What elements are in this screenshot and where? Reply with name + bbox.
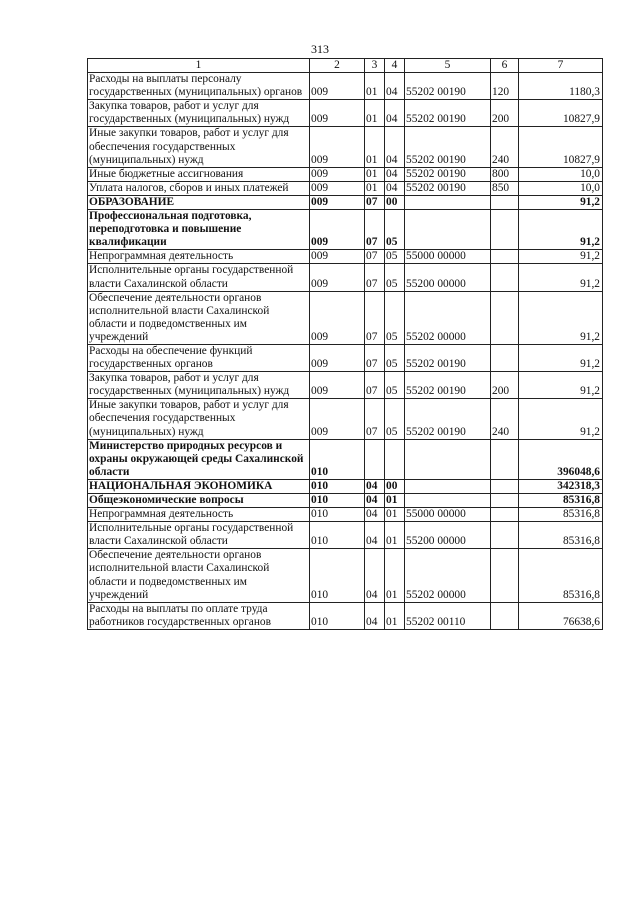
expense-type-cell: 240 (491, 399, 519, 439)
table-row (88, 167, 603, 181)
section-code-cell: 04 (365, 494, 385, 508)
expense-type-cell (491, 508, 519, 522)
ministry-code-cell: 010 (310, 494, 365, 508)
expense-type-cell: 800 (491, 167, 519, 181)
table-row (88, 73, 603, 100)
amount-cell: 85316,8 (519, 549, 603, 602)
target-article-cell: 55202 00110 (405, 602, 491, 629)
section-code-cell: 07 (365, 210, 385, 250)
subsection-code-cell: 04 (385, 127, 405, 167)
table-row (88, 494, 603, 508)
amount-cell: 85316,8 (519, 508, 603, 522)
ministry-code-cell: 009 (310, 127, 365, 167)
table-row (88, 602, 603, 629)
row-name-cell: Обеспечение деятельности органов исполнительной власти Сахалинской области и подведомственных им учреждений (88, 291, 310, 344)
amount-cell: 10,0 (519, 167, 603, 181)
target-article-cell: 55202 00190 (405, 399, 491, 439)
subsection-code-cell: 05 (385, 250, 405, 264)
page-number: 313 (311, 42, 329, 56)
section-code-cell: 04 (365, 549, 385, 602)
expense-type-cell (491, 522, 519, 549)
ministry-code-cell: 009 (310, 399, 365, 439)
target-article-cell: 55200 00000 (405, 264, 491, 291)
row-name-cell: Исполнительные органы государственной власти Сахалинской области (88, 264, 310, 291)
row-name-cell: Министерство природных ресурсов и охраны окружающей среды Сахалинской области (88, 439, 310, 479)
ministry-code-cell: 010 (310, 479, 365, 493)
amount-cell: 91,2 (519, 399, 603, 439)
column-number-row (88, 59, 603, 73)
ministry-code-cell: 009 (310, 210, 365, 250)
amount-cell: 10827,9 (519, 100, 603, 127)
subsection-code-cell: 00 (385, 479, 405, 493)
section-code-cell: 01 (365, 127, 385, 167)
amount-cell: 91,2 (519, 291, 603, 344)
section-code-cell: 01 (365, 100, 385, 127)
ministry-code-cell: 009 (310, 372, 365, 399)
expense-type-cell (491, 264, 519, 291)
subsection-code-cell: 04 (385, 100, 405, 127)
ministry-code-cell: 009 (310, 73, 365, 100)
table-row (88, 479, 603, 493)
amount-cell: 10,0 (519, 181, 603, 195)
column-header: 2 (310, 59, 365, 73)
subsection-code-cell: 01 (385, 508, 405, 522)
table-row (88, 508, 603, 522)
row-name-cell: Уплата налогов, сборов и иных платежей (88, 181, 310, 195)
table-row (88, 100, 603, 127)
expense-type-cell: 200 (491, 372, 519, 399)
row-name-cell: Исполнительные органы государственной власти Сахалинской области (88, 522, 310, 549)
column-header: 6 (491, 59, 519, 73)
row-name-cell: Профессиональная подготовка, переподготовка и повышение квалификации (88, 210, 310, 250)
target-article-cell: 55202 00190 (405, 167, 491, 181)
section-code-cell: 04 (365, 479, 385, 493)
ministry-code-cell: 009 (310, 195, 365, 209)
table-row (88, 372, 603, 399)
expense-type-cell (491, 291, 519, 344)
subsection-code-cell: 00 (385, 195, 405, 209)
budget-table-body (88, 59, 603, 630)
column-header: 3 (365, 59, 385, 73)
expense-type-cell: 240 (491, 127, 519, 167)
table-row (88, 549, 603, 602)
section-code-cell (365, 439, 385, 479)
row-name-cell: Непрограммная деятельность (88, 250, 310, 264)
target-article-cell: 55000 00000 (405, 250, 491, 264)
table-row (88, 344, 603, 371)
amount-cell: 10827,9 (519, 127, 603, 167)
target-article-cell: 55000 00000 (405, 508, 491, 522)
amount-cell: 91,2 (519, 250, 603, 264)
section-code-cell: 07 (365, 195, 385, 209)
subsection-code-cell: 05 (385, 372, 405, 399)
section-code-cell: 07 (365, 250, 385, 264)
ministry-code-cell: 010 (310, 439, 365, 479)
target-article-cell: 55202 00000 (405, 291, 491, 344)
subsection-code-cell: 01 (385, 494, 405, 508)
amount-cell: 91,2 (519, 195, 603, 209)
table-row (88, 399, 603, 439)
ministry-code-cell: 009 (310, 167, 365, 181)
table-row (88, 210, 603, 250)
section-code-cell: 04 (365, 602, 385, 629)
target-article-cell: 55202 00190 (405, 127, 491, 167)
subsection-code-cell: 05 (385, 291, 405, 344)
expense-type-cell (491, 439, 519, 479)
section-code-cell: 01 (365, 167, 385, 181)
target-article-cell (405, 439, 491, 479)
column-header: 4 (385, 59, 405, 73)
subsection-code-cell: 05 (385, 210, 405, 250)
expense-type-cell: 850 (491, 181, 519, 195)
row-name-cell: ОБРАЗОВАНИЕ (88, 195, 310, 209)
target-article-cell: 55202 00190 (405, 344, 491, 371)
expense-type-cell (491, 344, 519, 371)
expense-type-cell (491, 602, 519, 629)
section-code-cell: 07 (365, 344, 385, 371)
ministry-code-cell: 009 (310, 250, 365, 264)
amount-cell: 91,2 (519, 210, 603, 250)
row-name-cell: Обеспечение деятельности органов исполнительной власти Сахалинской области и подведомственных им учреждений (88, 549, 310, 602)
target-article-cell (405, 494, 491, 508)
amount-cell: 91,2 (519, 344, 603, 371)
table-row (88, 250, 603, 264)
ministry-code-cell: 010 (310, 508, 365, 522)
subsection-code-cell (385, 439, 405, 479)
expense-type-cell (491, 210, 519, 250)
subsection-code-cell: 04 (385, 73, 405, 100)
table-row (88, 522, 603, 549)
section-code-cell: 04 (365, 508, 385, 522)
target-article-cell (405, 210, 491, 250)
table-row (88, 181, 603, 195)
amount-cell: 91,2 (519, 264, 603, 291)
ministry-code-cell: 010 (310, 522, 365, 549)
target-article-cell (405, 195, 491, 209)
row-name-cell: Непрограммная деятельность (88, 508, 310, 522)
row-name-cell: НАЦИОНАЛЬНАЯ ЭКОНОМИКА (88, 479, 310, 493)
row-name-cell: Закупка товаров, работ и услуг для государственных (муниципальных) нужд (88, 372, 310, 399)
table-row (88, 195, 603, 209)
subsection-code-cell: 05 (385, 344, 405, 371)
subsection-code-cell: 01 (385, 549, 405, 602)
ministry-code-cell: 009 (310, 100, 365, 127)
ministry-code-cell: 009 (310, 344, 365, 371)
row-name-cell: Иные закупки товаров, работ и услуг для обеспечения государственных (муниципальных) нужд (88, 127, 310, 167)
expense-type-cell (491, 494, 519, 508)
expense-type-cell: 120 (491, 73, 519, 100)
subsection-code-cell: 01 (385, 522, 405, 549)
section-code-cell: 01 (365, 73, 385, 100)
target-article-cell: 55200 00000 (405, 522, 491, 549)
table-row (88, 291, 603, 344)
expense-type-cell: 200 (491, 100, 519, 127)
amount-cell: 76638,6 (519, 602, 603, 629)
section-code-cell: 07 (365, 291, 385, 344)
row-name-cell: Иные бюджетные ассигнования (88, 167, 310, 181)
row-name-cell: Общеэкономические вопросы (88, 494, 310, 508)
target-article-cell: 55202 00000 (405, 549, 491, 602)
row-name-cell: Расходы на выплаты по оплате труда работников государственных органов (88, 602, 310, 629)
amount-cell: 91,2 (519, 372, 603, 399)
target-article-cell (405, 479, 491, 493)
expense-type-cell (491, 250, 519, 264)
column-header: 5 (405, 59, 491, 73)
row-name-cell: Иные закупки товаров, работ и услуг для обеспечения государственных (муниципальных) нужд (88, 399, 310, 439)
expense-type-cell (491, 549, 519, 602)
amount-cell: 85316,8 (519, 522, 603, 549)
section-code-cell: 01 (365, 181, 385, 195)
target-article-cell: 55202 00190 (405, 100, 491, 127)
subsection-code-cell: 04 (385, 181, 405, 195)
subsection-code-cell: 01 (385, 602, 405, 629)
amount-cell: 342318,3 (519, 479, 603, 493)
expense-type-cell (491, 479, 519, 493)
ministry-code-cell: 009 (310, 264, 365, 291)
ministry-code-cell: 010 (310, 549, 365, 602)
row-name-cell: Расходы на обеспечение функций государственных органов (88, 344, 310, 371)
target-article-cell: 55202 00190 (405, 73, 491, 100)
budget-table (87, 58, 603, 630)
table-row (88, 439, 603, 479)
subsection-code-cell: 04 (385, 167, 405, 181)
subsection-code-cell: 05 (385, 399, 405, 439)
subsection-code-cell: 05 (385, 264, 405, 291)
column-header: 7 (519, 59, 603, 73)
column-header: 1 (88, 59, 310, 73)
expense-type-cell (491, 195, 519, 209)
section-code-cell: 07 (365, 399, 385, 439)
ministry-code-cell: 009 (310, 181, 365, 195)
row-name-cell: Расходы на выплаты персоналу государственных (муниципальных) органов (88, 73, 310, 100)
row-name-cell: Закупка товаров, работ и услуг для государственных (муниципальных) нужд (88, 100, 310, 127)
ministry-code-cell: 010 (310, 602, 365, 629)
amount-cell: 1180,3 (519, 73, 603, 100)
section-code-cell: 04 (365, 522, 385, 549)
target-article-cell: 55202 00190 (405, 372, 491, 399)
section-code-cell: 07 (365, 264, 385, 291)
table-row (88, 127, 603, 167)
table-row (88, 264, 603, 291)
target-article-cell: 55202 00190 (405, 181, 491, 195)
amount-cell: 85316,8 (519, 494, 603, 508)
section-code-cell: 07 (365, 372, 385, 399)
ministry-code-cell: 009 (310, 291, 365, 344)
amount-cell: 396048,6 (519, 439, 603, 479)
